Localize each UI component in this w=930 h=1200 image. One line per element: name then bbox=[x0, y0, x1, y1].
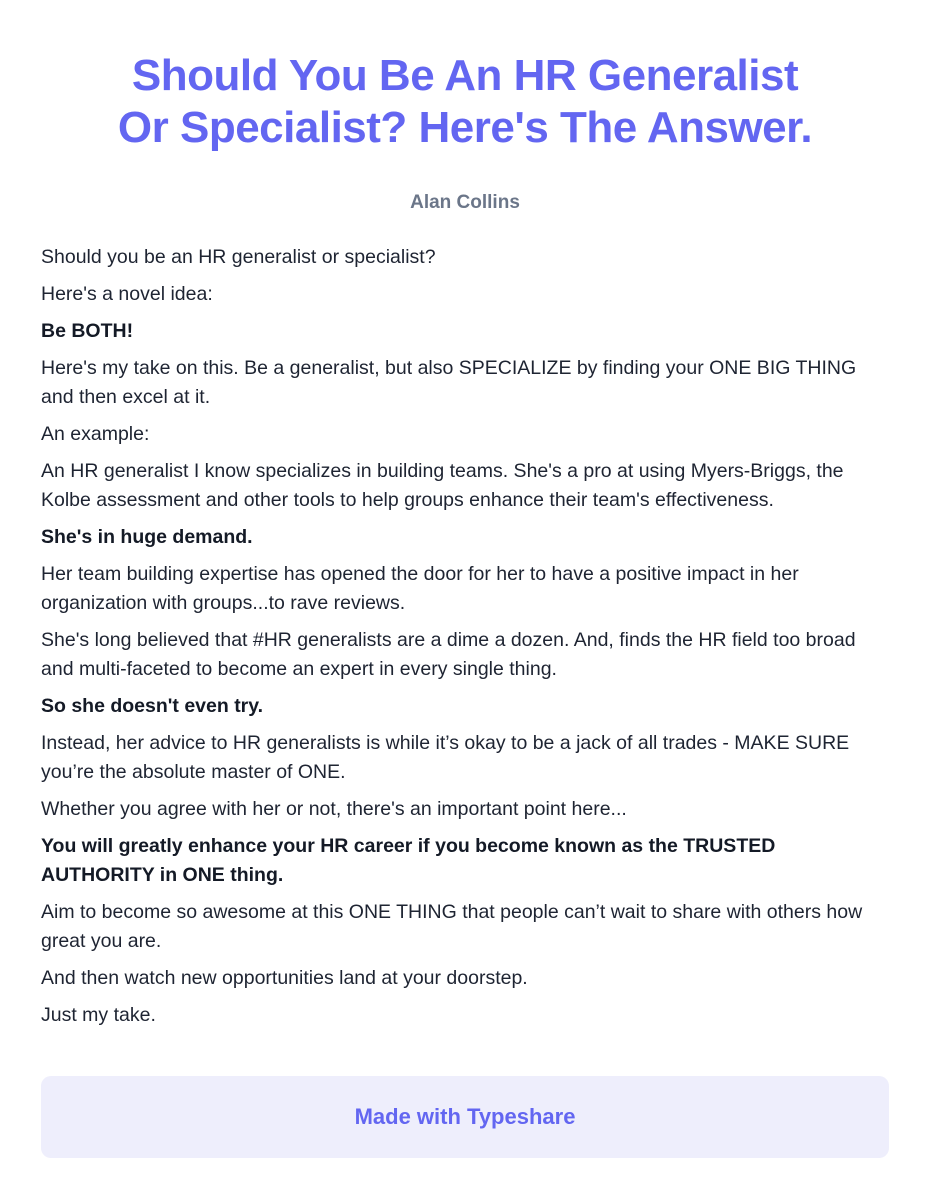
paragraph: She's long believed that #HR generalists are a dime a dozen. And, finds the HR field too broad and multi-faceted to become an expert in every single thing. bbox=[41, 629, 856, 680]
article-body bbox=[41, 243, 891, 1038]
bold-paragraph: Be BOTH! bbox=[41, 320, 134, 342]
article-title-line-2: Or Specialist? Here's The Answer. bbox=[117, 103, 813, 152]
paragraph: Whether you agree with her or not, there's an important point here... bbox=[41, 798, 627, 820]
article-title-line-1: Should You Be An HR Generalist bbox=[131, 51, 799, 100]
made-with-typeshare-link[interactable]: Made with Typeshare bbox=[354, 1104, 576, 1129]
author-name: Alan Collins bbox=[410, 192, 520, 213]
paragraph: Should you be an HR generalist or specialist? bbox=[41, 246, 436, 268]
bold-paragraph: She's in huge demand. bbox=[41, 526, 253, 548]
bold-paragraph: So she doesn't even try. bbox=[41, 695, 264, 717]
paragraph: Instead, her advice to HR generalists is while it’s okay to be a jack of all trades - MAKE SURE you’re the absolute master of ONE. bbox=[41, 732, 850, 783]
paragraph: Her team building expertise has opened the door for her to have a positive impact in her organization with groups...to rave reviews. bbox=[41, 563, 799, 614]
paragraph: Here's a novel idea: bbox=[41, 283, 213, 305]
bold-paragraph: You will greatly enhance your HR career if you become known as the TRUSTED AUTHORITY in ONE thing. bbox=[41, 835, 776, 886]
paragraph: Aim to become so awesome at this ONE THING that people can’t wait to share with others how great you are. bbox=[41, 901, 863, 952]
made-with-typeshare-banner[interactable] bbox=[41, 1076, 889, 1158]
paragraph: Just my take. bbox=[41, 1004, 156, 1026]
paragraph: And then watch new opportunities land at your doorstep. bbox=[41, 967, 528, 989]
paragraph: An example: bbox=[41, 423, 150, 445]
article-title bbox=[40, 50, 890, 154]
paragraph: An HR generalist I know specializes in building teams. She's a pro at using Myers-Briggs, the Kolbe assessment and other tools to help groups enhance their team's effectiveness. bbox=[41, 460, 844, 511]
paragraph: Here's my take on this. Be a generalist, but also SPECIALIZE by finding your ONE BIG THING and then excel at it. bbox=[41, 357, 857, 408]
